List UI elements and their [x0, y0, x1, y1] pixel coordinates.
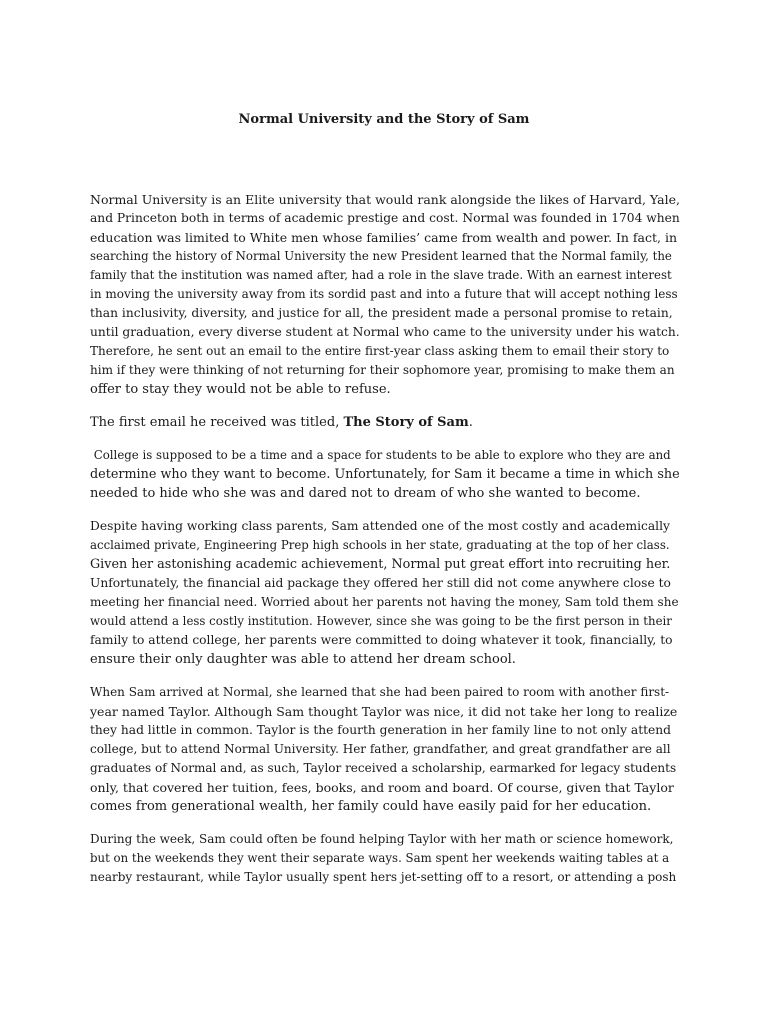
- text-line: family that the institution was named after, had a role in the slave trade. With an earnest interest: [90, 268, 672, 282]
- text-line: and Princeton both in terms of academic prestige and cost. Normal was founded in 1704 when: [90, 211, 680, 225]
- text-line: determine who they want to become. Unfortunately, for Sam it became a time in which she: [90, 467, 680, 482]
- text-line: graduates of Normal and, as such, Taylor received a scholarship, earmarked for legacy students: [90, 761, 677, 775]
- document-body: [90, 190, 680, 901]
- text-line: until graduation, every diverse student at Normal who came to the university under his watch.: [90, 325, 680, 339]
- text-line: college, but to attend Normal University. Her father, grandfather, and great grandfather are all: [90, 742, 671, 756]
- text-line: ensure their only daughter was able to attend her dream school.: [90, 652, 516, 667]
- text-line: would attend a less costly institution. However, since she was going to be the first person in their: [90, 614, 672, 628]
- text-line: needed to hide who she was and dared not to dream of who she wanted to become.: [90, 486, 641, 501]
- story-title-bold: The Story of Sam: [343, 415, 469, 430]
- text-line: only, that covered her tuition, fees, books, and room and board. Of course, given that Taylor: [90, 780, 674, 795]
- text-line: searching the history of Normal University the new President learned that the Normal family, the: [90, 249, 672, 263]
- paragraph-college: [90, 446, 680, 503]
- text-line: education was limited to White men whose families’ came from wealth and power. In fact, in: [90, 230, 678, 245]
- paragraph-arrival: [90, 683, 680, 816]
- first-email-intro: The first email he received was titled,: [90, 415, 344, 430]
- text-line: year named Taylor. Although Sam thought Taylor was nice, it did not take her long to realize: [90, 704, 678, 719]
- document-title: Normal University and the Story of Sam: [238, 112, 530, 127]
- text-line: During the week, Sam could often be found helping Taylor with her math or science homework,: [90, 832, 674, 846]
- text-line: comes from generational wealth, her family could have easily paid for her education.: [90, 799, 652, 814]
- text-line: When Sam arrived at Normal, she learned that she had been paired to room with another first-: [90, 685, 670, 699]
- first-email-end: .: [468, 415, 473, 430]
- text-line: offer to stay they would not be able to refuse.: [90, 382, 391, 397]
- text-line: Despite having working class parents, Sam attended one of the most costly and academically: [90, 519, 670, 533]
- paragraph-working-class: [90, 517, 680, 669]
- text-line: Given her astonishing academic achievement, Normal put great effort into recruiting her.: [90, 557, 671, 572]
- text-line: than inclusivity, diversity, and justice for all, the president made a personal promise to retain,: [90, 306, 673, 320]
- text-line: Therefore, he sent out an email to the entire first-year class asking them to email their story to: [90, 344, 670, 358]
- text-line: in moving the university away from its sordid past and into a future that will accept nothing less: [90, 287, 678, 301]
- paragraph-weekdays: [90, 830, 680, 887]
- text-line: him if they were thinking of not returning for their sophomore year, promising to make them an: [90, 363, 675, 377]
- text-line: family to attend college, her parents were committed to doing whatever it took, financially, to: [90, 633, 673, 647]
- text-line: nearby restaurant, while Taylor usually spent hers jet-setting off to a resort, or attending a posh: [90, 870, 677, 884]
- text-line: College is supposed to be a time and a space for students to be able to explore who they are and: [90, 448, 671, 462]
- text-line: but on the weekends they went their separate ways. Sam spent her weekends waiting tables at a: [90, 851, 670, 865]
- paragraph-intro: [90, 190, 680, 399]
- text-line: Unfortunately, the financial aid package they offered her still did not come anywhere close to: [90, 576, 671, 590]
- text-line: they had little in common. Taylor is the fourth generation in her family line to not only attend: [90, 723, 672, 737]
- text-line: Normal University is an Elite university that would rank alongside the likes of Harvard, Yale,: [90, 192, 680, 207]
- text-line: acclaimed private, Engineering Prep high schools in her state, graduating at the top of her class.: [90, 538, 670, 552]
- text-line: meeting her financial need. Worried about her parents not having the money, Sam told them she: [90, 595, 679, 609]
- paragraph-first-email: [90, 413, 680, 432]
